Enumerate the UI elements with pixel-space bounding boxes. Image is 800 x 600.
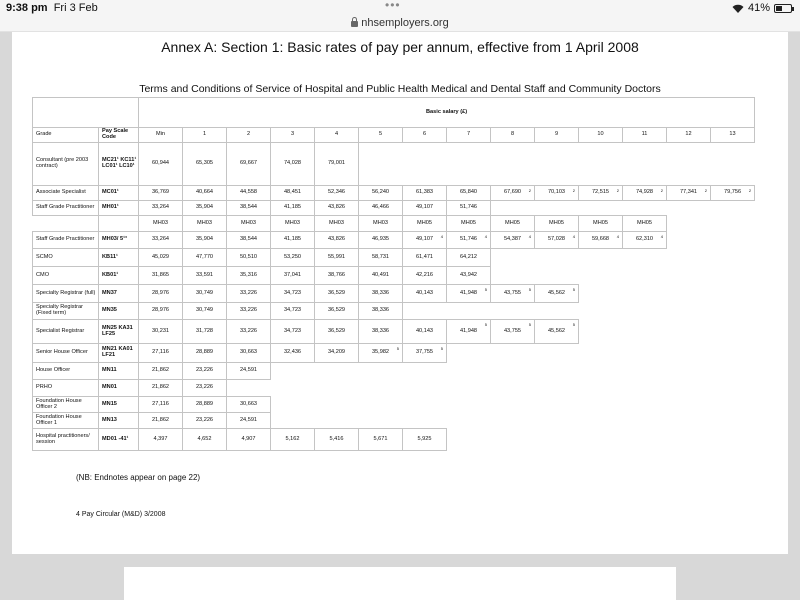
salary-cell: 40,143 [403, 285, 447, 303]
salary-cell: MH03 [359, 216, 403, 232]
salary-cell: 23,226 [183, 380, 227, 397]
salary-cell: 43,755 5 [491, 285, 535, 303]
page-footer: 4 Pay Circular (M&D) 3/2008 [76, 511, 166, 518]
column-header: 7 [447, 128, 491, 143]
endnote-marker: 5 [484, 287, 487, 292]
column-header: 1 [183, 128, 227, 143]
column-header: 12 [667, 128, 711, 143]
table-row [33, 285, 755, 303]
salary-cell: 5,162 [271, 429, 315, 451]
salary-cell: 33,264 [139, 201, 183, 216]
salary-cell: 59,668 4 [579, 232, 623, 249]
salary-cell: MH05 [403, 216, 447, 232]
url-text[interactable]: nhsemployers.org [361, 17, 449, 29]
salary-cell: 54,387 4 [491, 232, 535, 249]
pay-scale-code-cell: MN25 KA31 LF25 [99, 320, 139, 344]
grade-cell: Foundation House Officer 1 [33, 413, 99, 429]
grade-cell: Staff Grade Practitioner [33, 232, 99, 249]
salary-cell: 35,316 [227, 267, 271, 285]
salary-cell: 56,240 [359, 186, 403, 201]
salary-cell: 4,397 [139, 429, 183, 451]
salary-cell: 28,889 [183, 344, 227, 363]
battery-icon [774, 4, 792, 13]
endnote-marker: 4 [660, 234, 663, 239]
salary-cell: 31,865 [139, 267, 183, 285]
salary-cell: 21,862 [139, 380, 183, 397]
salary-cell: 72,515 2 [579, 186, 623, 201]
salary-cell: 30,749 [183, 303, 227, 320]
salary-cell: 41,948 5 [447, 320, 491, 344]
column-header: Pay Scale Code [99, 128, 139, 143]
tab-dots[interactable]: ••• [385, 0, 401, 12]
pay-scale-code-cell: MN13 [99, 413, 139, 429]
page-title: Annex A: Section 1: Basic rates of pay per annum, effective from 1 April 2008 [161, 39, 639, 55]
salary-cell: 30,663 [227, 397, 271, 413]
header-row-basic-salary [33, 98, 755, 128]
salary-cell: 36,529 [315, 320, 359, 344]
salary-cell: 4,652 [183, 429, 227, 451]
pay-scale-code-cell: MD01 -41¹ [99, 429, 139, 451]
column-header: 5 [359, 128, 403, 143]
salary-cell: MH03 [183, 216, 227, 232]
column-header: 11 [623, 128, 667, 143]
grade-cell: Senior House Officer [33, 344, 99, 363]
column-header: 6 [403, 128, 447, 143]
salary-cell: 40,143 [403, 320, 447, 344]
salary-cell: 35,982 5 [359, 344, 403, 363]
pay-scale-code-cell: MC01¹ [99, 186, 139, 201]
battery-level [776, 6, 782, 11]
salary-cell: 44,558 [227, 186, 271, 201]
salary-cell: 64,212 [447, 249, 491, 267]
endnote-marker: 2 [704, 188, 707, 193]
salary-cell: 60,944 [139, 143, 183, 186]
table-row [33, 380, 755, 397]
salary-cell: 4,907 [227, 429, 271, 451]
salary-cell: 38,336 [359, 285, 403, 303]
endnote-marker: 2 [528, 188, 531, 193]
wifi-icon [732, 4, 744, 13]
table-row [33, 143, 755, 186]
column-header: Min [139, 128, 183, 143]
salary-cell: 43,755 5 [491, 320, 535, 344]
salary-cell: 33,226 [227, 303, 271, 320]
salary-cell: 34,723 [271, 320, 315, 344]
salary-cell: 38,766 [315, 267, 359, 285]
endnote-marker: 5 [440, 346, 443, 351]
endnote-marker: 5 [396, 346, 399, 351]
salary-cell: 43,942 [447, 267, 491, 285]
salary-cell: 49,107 [403, 201, 447, 216]
column-header: 13 [711, 128, 755, 143]
table-row [33, 320, 755, 344]
salary-cell: 48,451 [271, 186, 315, 201]
grade-cell: Associate Specialist [33, 186, 99, 201]
table-row [33, 249, 755, 267]
salary-cell: 47,770 [183, 249, 227, 267]
salary-cell: 38,544 [227, 232, 271, 249]
grade-cell: Hospital practitioners/ session [33, 429, 99, 451]
table-row [33, 201, 755, 216]
salary-cell: 58,731 [359, 249, 403, 267]
salary-cell: 38,544 [227, 201, 271, 216]
endnote-marker: 4 [616, 234, 619, 239]
pay-scale-code-cell: MH01¹ [99, 201, 139, 216]
pay-scale-code-cell [99, 216, 139, 232]
endnote-marker: 5 [528, 287, 531, 292]
salary-cell: 42,216 [403, 267, 447, 285]
salary-cell: 46,466 [359, 201, 403, 216]
pay-scale-code-cell: KB11¹ [99, 249, 139, 267]
salary-cell: 61,471 [403, 249, 447, 267]
salary-cell: 79,756 2 [711, 186, 755, 201]
table-row [33, 186, 755, 201]
salary-cell: 79,001 [315, 143, 359, 186]
table-row [33, 344, 755, 363]
basic-salary-header: Basic salary (£) [139, 98, 755, 128]
salary-cell: 57,028 4 [535, 232, 579, 249]
salary-cell: MH05 [623, 216, 667, 232]
header-row-columns [33, 128, 755, 143]
salary-cell: 51,746 [447, 201, 491, 216]
salary-cell: 30,231 [139, 320, 183, 344]
grade-cell: Staff Grade Practitioner [33, 201, 99, 216]
salary-cell: 45,562 5 [535, 285, 579, 303]
salary-cell: 65,305 [183, 143, 227, 186]
salary-cell: 35,904 [183, 201, 227, 216]
salary-cell: 36,769 [139, 186, 183, 201]
endnote-marker: 4 [572, 234, 575, 239]
pay-scale-code-cell: MN21 KA01 LF21 [99, 344, 139, 363]
salary-cell: 38,336 [359, 303, 403, 320]
salary-cell: 50,510 [227, 249, 271, 267]
salary-cell: MH05 [579, 216, 623, 232]
pay-scale-code-cell: MN01 [99, 380, 139, 397]
salary-cell: 27,116 [139, 397, 183, 413]
salary-cell: 70,103 2 [535, 186, 579, 201]
grade-cell: PRHO [33, 380, 99, 397]
pay-scale-code-cell: MN15 [99, 397, 139, 413]
header-spacer [33, 98, 139, 128]
pdf-page [12, 32, 788, 554]
salary-cell: 33,591 [183, 267, 227, 285]
salary-cell: 41,185 [271, 232, 315, 249]
salary-cell: MH05 [535, 216, 579, 232]
status-time: 9:38 pm Fri 3 Feb [6, 2, 98, 14]
salary-cell: MH05 [447, 216, 491, 232]
grade-cell: Consultant (pre 2003 contract) [33, 143, 99, 186]
salary-cell: 77,341 2 [667, 186, 711, 201]
table-title: Terms and Conditions of Service of Hospital and Public Health Medical and Dental Staff and Community Doctors [139, 83, 661, 95]
grade-cell: CMO [33, 267, 99, 285]
status-bar [0, 0, 800, 16]
salary-cell: 36,529 [315, 303, 359, 320]
salary-cell: 74,928 2 [623, 186, 667, 201]
salary-cell: 34,209 [315, 344, 359, 363]
salary-cell: 28,976 [139, 303, 183, 320]
column-header: 2 [227, 128, 271, 143]
table-row [33, 303, 755, 320]
table-row [33, 397, 755, 413]
column-header: Grade [33, 128, 99, 143]
pay-scale-code-cell: MH03/ 5¹³ [99, 232, 139, 249]
blank-cell [33, 216, 99, 232]
endnote-marker: 4 [440, 234, 443, 239]
grade-cell: Foundation House Officer 2 [33, 397, 99, 413]
salary-cell: 27,116 [139, 344, 183, 363]
column-header: 10 [579, 128, 623, 143]
table-row [33, 429, 755, 451]
pay-scale-code-cell: KB01¹ [99, 267, 139, 285]
salary-cell: 28,976 [139, 285, 183, 303]
column-header: 3 [271, 128, 315, 143]
salary-cell: 40,491 [359, 267, 403, 285]
column-header: 4 [315, 128, 359, 143]
salary-cell: 61,383 [403, 186, 447, 201]
salary-cell: 43,826 [315, 201, 359, 216]
endnote-marker: 4 [484, 234, 487, 239]
salary-cell: 51,746 4 [447, 232, 491, 249]
salary-cell: 37,755 5 [403, 344, 447, 363]
pay-scale-code-cell: MN37 [99, 285, 139, 303]
salary-cell: 28,889 [183, 397, 227, 413]
salary-cell: 5,925 [403, 429, 447, 451]
salary-cell: 36,529 [315, 285, 359, 303]
salary-cell: 30,663 [227, 344, 271, 363]
salary-cell: 49,107 4 [403, 232, 447, 249]
table-row [33, 232, 755, 249]
salary-cell: 34,723 [271, 303, 315, 320]
salary-cell: 41,185 [271, 201, 315, 216]
battery-percent: 41% [747, 2, 770, 14]
salary-cell: 69,667 [227, 143, 271, 186]
salary-cell: 24,591 [227, 413, 271, 429]
pay-scale-code-cell: MN11 [99, 363, 139, 380]
salary-cell: 67,690 2 [491, 186, 535, 201]
grade-cell: House Officer [33, 363, 99, 380]
table-row [33, 413, 755, 429]
salary-cell: 41,948 5 [447, 285, 491, 303]
pay-code-row [33, 216, 755, 232]
salary-cell: 35,904 [183, 232, 227, 249]
endnote-marker: 4 [528, 234, 531, 239]
salary-cell: 33,226 [227, 285, 271, 303]
salary-cell: 53,250 [271, 249, 315, 267]
salary-cell: MH03 [271, 216, 315, 232]
grade-cell: Specialist Registrar [33, 320, 99, 344]
pay-table [32, 97, 755, 451]
grade-cell: SCMO [33, 249, 99, 267]
salary-cell: 23,226 [183, 363, 227, 380]
salary-cell: 24,591 [227, 363, 271, 380]
salary-cell: MH03 [139, 216, 183, 232]
endnote-marker: 2 [616, 188, 619, 193]
salary-cell: 74,028 [271, 143, 315, 186]
table-row [33, 267, 755, 285]
status-indicators [732, 2, 792, 14]
salary-cell: 31,728 [183, 320, 227, 344]
column-header: 9 [535, 128, 579, 143]
salary-cell: 33,226 [227, 320, 271, 344]
salary-cell: 21,862 [139, 363, 183, 380]
salary-cell: MH03 [315, 216, 359, 232]
address-bar[interactable] [0, 16, 800, 32]
salary-cell: 45,562 5 [535, 320, 579, 344]
endnote-marker: 5 [572, 287, 575, 292]
salary-cell: 55,991 [315, 249, 359, 267]
salary-cell: 65,840 [447, 186, 491, 201]
endnote-marker: 5 [572, 322, 575, 327]
endnote-marker: 5 [528, 322, 531, 327]
salary-cell: 33,264 [139, 232, 183, 249]
endnote-marker: 2 [572, 188, 575, 193]
salary-cell: 5,671 [359, 429, 403, 451]
salary-cell: 43,826 [315, 232, 359, 249]
table-row [33, 363, 755, 380]
salary-cell: 37,041 [271, 267, 315, 285]
pay-scale-code-cell: MN35 [99, 303, 139, 320]
endnotes-note: (NB: Endnotes appear on page 22) [76, 473, 201, 482]
lock-icon [351, 21, 358, 27]
salary-cell: 34,723 [271, 285, 315, 303]
next-pdf-page [124, 567, 676, 600]
grade-cell: Specialty Registrar (Fixed term) [33, 303, 99, 320]
salary-cell: 46,935 [359, 232, 403, 249]
salary-cell: 30,749 [183, 285, 227, 303]
salary-cell: MH03 [227, 216, 271, 232]
salary-cell: 38,336 [359, 320, 403, 344]
salary-cell: 45,029 [139, 249, 183, 267]
salary-cell: 5,416 [315, 429, 359, 451]
endnote-marker: 2 [660, 188, 663, 193]
salary-cell: MH05 [491, 216, 535, 232]
pay-scale-code-cell: MC21¹ KC11¹ LC01¹ LC10¹ [99, 143, 139, 186]
endnote-marker: 2 [748, 188, 752, 193]
salary-cell: 21,862 [139, 413, 183, 429]
salary-cell: 23,226 [183, 413, 227, 429]
salary-cell: 62,310 4 [623, 232, 667, 249]
salary-cell: 40,664 [183, 186, 227, 201]
salary-cell: 52,346 [315, 186, 359, 201]
column-header: 8 [491, 128, 535, 143]
endnote-marker: 5 [484, 322, 487, 327]
salary-cell: 32,436 [271, 344, 315, 363]
grade-cell: Specialty Registrar (full) [33, 285, 99, 303]
